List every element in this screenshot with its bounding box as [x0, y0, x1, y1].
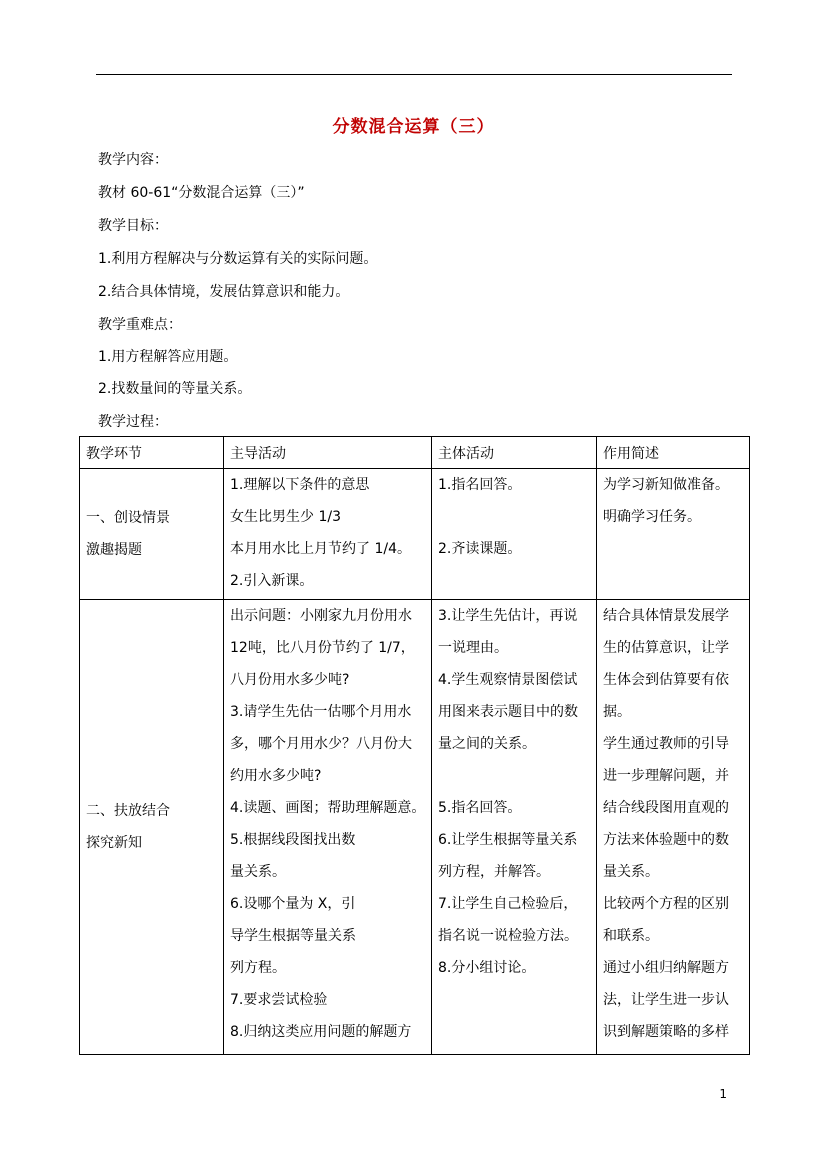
- purpose-line: 通过小组归纳解题方: [603, 960, 729, 976]
- student-line: 量之间的关系。: [438, 736, 536, 752]
- purpose-line: 比较两个方程的区别: [603, 896, 729, 912]
- student-line: 一说理由。: [438, 640, 508, 656]
- section-label-process: 教学过程：: [98, 414, 168, 430]
- student-line: 7.让学生自己检验后，: [438, 896, 578, 912]
- stage-text: 探究新知: [86, 835, 142, 851]
- purpose-line: 量关系。: [603, 864, 659, 880]
- purpose-cell: [597, 469, 750, 600]
- student-activity-cell: [432, 469, 597, 600]
- student-line: [438, 760, 590, 792]
- purpose-line: [603, 565, 743, 597]
- student-line: 列方程，并解答。: [438, 864, 550, 880]
- column-header: 主导活动: [224, 437, 432, 469]
- lead-line: 量关系。: [230, 864, 286, 880]
- student-line: [438, 501, 590, 533]
- lead-line: 约用水多少吨?: [230, 768, 322, 784]
- purpose-line: 和联系。: [603, 928, 659, 944]
- purpose-line: 法，让学生进一步认: [603, 992, 729, 1008]
- student-line: 6.让学生根据等量关系: [438, 832, 578, 848]
- purpose-line: 结合线段图用直观的: [603, 800, 729, 816]
- column-header: 教学环节: [80, 437, 224, 469]
- student-line: [438, 984, 590, 1016]
- purpose-line: 明确学习任务。: [603, 509, 701, 525]
- lead-line: 导学生根据等量关系: [230, 928, 356, 944]
- lead-activity-cell: [224, 600, 432, 1055]
- student-line: 用图来表示题目中的数: [438, 704, 578, 720]
- keypoint-item: 2.找数量间的等量关系。: [98, 381, 252, 397]
- lead-line: 多，哪个月用水少？八月份大: [230, 736, 412, 752]
- lead-line: 2.引入新课。: [230, 573, 314, 589]
- student-line: [438, 1016, 590, 1048]
- lead-line: 本月用水比上月节约了 1/4。: [230, 541, 411, 557]
- column-header: 作用简述: [597, 437, 750, 469]
- table-row: [80, 600, 750, 1055]
- purpose-line: 生的估算意识，让学: [603, 640, 729, 656]
- goal-item: 2.结合具体情境，发展估算意识和能力。: [98, 284, 350, 300]
- student-line: 4.学生观察情景图偿试: [438, 672, 578, 688]
- keypoint-item: 1.用方程解答应用题。: [98, 349, 238, 365]
- stage-text: 一、创设情景: [86, 510, 170, 526]
- lead-line: 12吨，比八月份节约了 1/7，: [230, 640, 415, 656]
- purpose-line: 据。: [603, 704, 631, 720]
- purpose-line: 方法来体验题中的数: [603, 832, 729, 848]
- student-line: 1.指名回答。: [438, 477, 522, 493]
- lead-line: 1.理解以下条件的意思: [230, 477, 370, 493]
- lead-line: 5.根据线段图找出数: [230, 832, 356, 848]
- lead-line: 3.请学生先估一估哪个月用水: [230, 704, 412, 720]
- section-label-content: 教学内容：: [98, 152, 168, 168]
- page-number: 1: [719, 1087, 727, 1101]
- stage-cell: [80, 469, 224, 600]
- purpose-line: 学生通过教师的引导: [603, 736, 729, 752]
- stage-text: 二、扶放结合: [86, 803, 170, 819]
- stage-cell: [80, 600, 224, 1055]
- section-label-goals: 教学目标：: [98, 218, 168, 234]
- purpose-line: 为学习新知做准备。: [603, 477, 729, 493]
- purpose-line: 进一步理解问题，并: [603, 768, 729, 784]
- lead-line: 7.要求尝试检验: [230, 992, 328, 1008]
- lead-line: 8.归纳这类应用问题的解题方: [230, 1024, 412, 1040]
- lead-line: 列方程。: [230, 960, 286, 976]
- student-activity-cell: [432, 600, 597, 1055]
- purpose-line: 生体会到估算要有依: [603, 672, 729, 688]
- purpose-cell: [597, 600, 750, 1055]
- lead-line: 4.读题、画图；帮助理解题意。: [230, 800, 425, 816]
- table-header-row: [80, 437, 750, 469]
- goal-item: 1.利用方程解决与分数运算有关的实际问题。: [98, 251, 378, 267]
- stage-text: 激趣揭题: [86, 542, 142, 558]
- purpose-line: 识到解题策略的多样: [603, 1024, 729, 1040]
- table-row: [80, 469, 750, 600]
- student-line: 2.齐读课题。: [438, 541, 522, 557]
- purpose-line: 结合具体情景发展学: [603, 608, 729, 624]
- lead-line: 八月份用水多少吨?: [230, 672, 350, 688]
- lead-activity-cell: [224, 469, 432, 600]
- content-text: 教材 60-61“分数混合运算（三）”: [98, 185, 305, 201]
- lead-line: 6.设哪个量为 X，引: [230, 896, 356, 912]
- student-line: 指名说一说检验方法。: [438, 928, 578, 944]
- header-rule: [96, 74, 732, 75]
- student-line: 5.指名回答。: [438, 800, 522, 816]
- column-header: 主体活动: [432, 437, 597, 469]
- student-line: [438, 565, 590, 597]
- student-line: 8.分小组讨论。: [438, 960, 536, 976]
- document-title: 分数混合运算（三）: [332, 117, 495, 137]
- student-line: 3.让学生先估计，再说: [438, 608, 578, 624]
- lead-line: 女生比男生少 1/3: [230, 509, 341, 525]
- lead-line: 出示问题：小刚家九月份用水: [230, 608, 412, 624]
- purpose-line: [603, 533, 743, 565]
- lesson-process-table: [79, 436, 750, 1055]
- section-label-keypoints: 教学重难点：: [98, 317, 182, 333]
